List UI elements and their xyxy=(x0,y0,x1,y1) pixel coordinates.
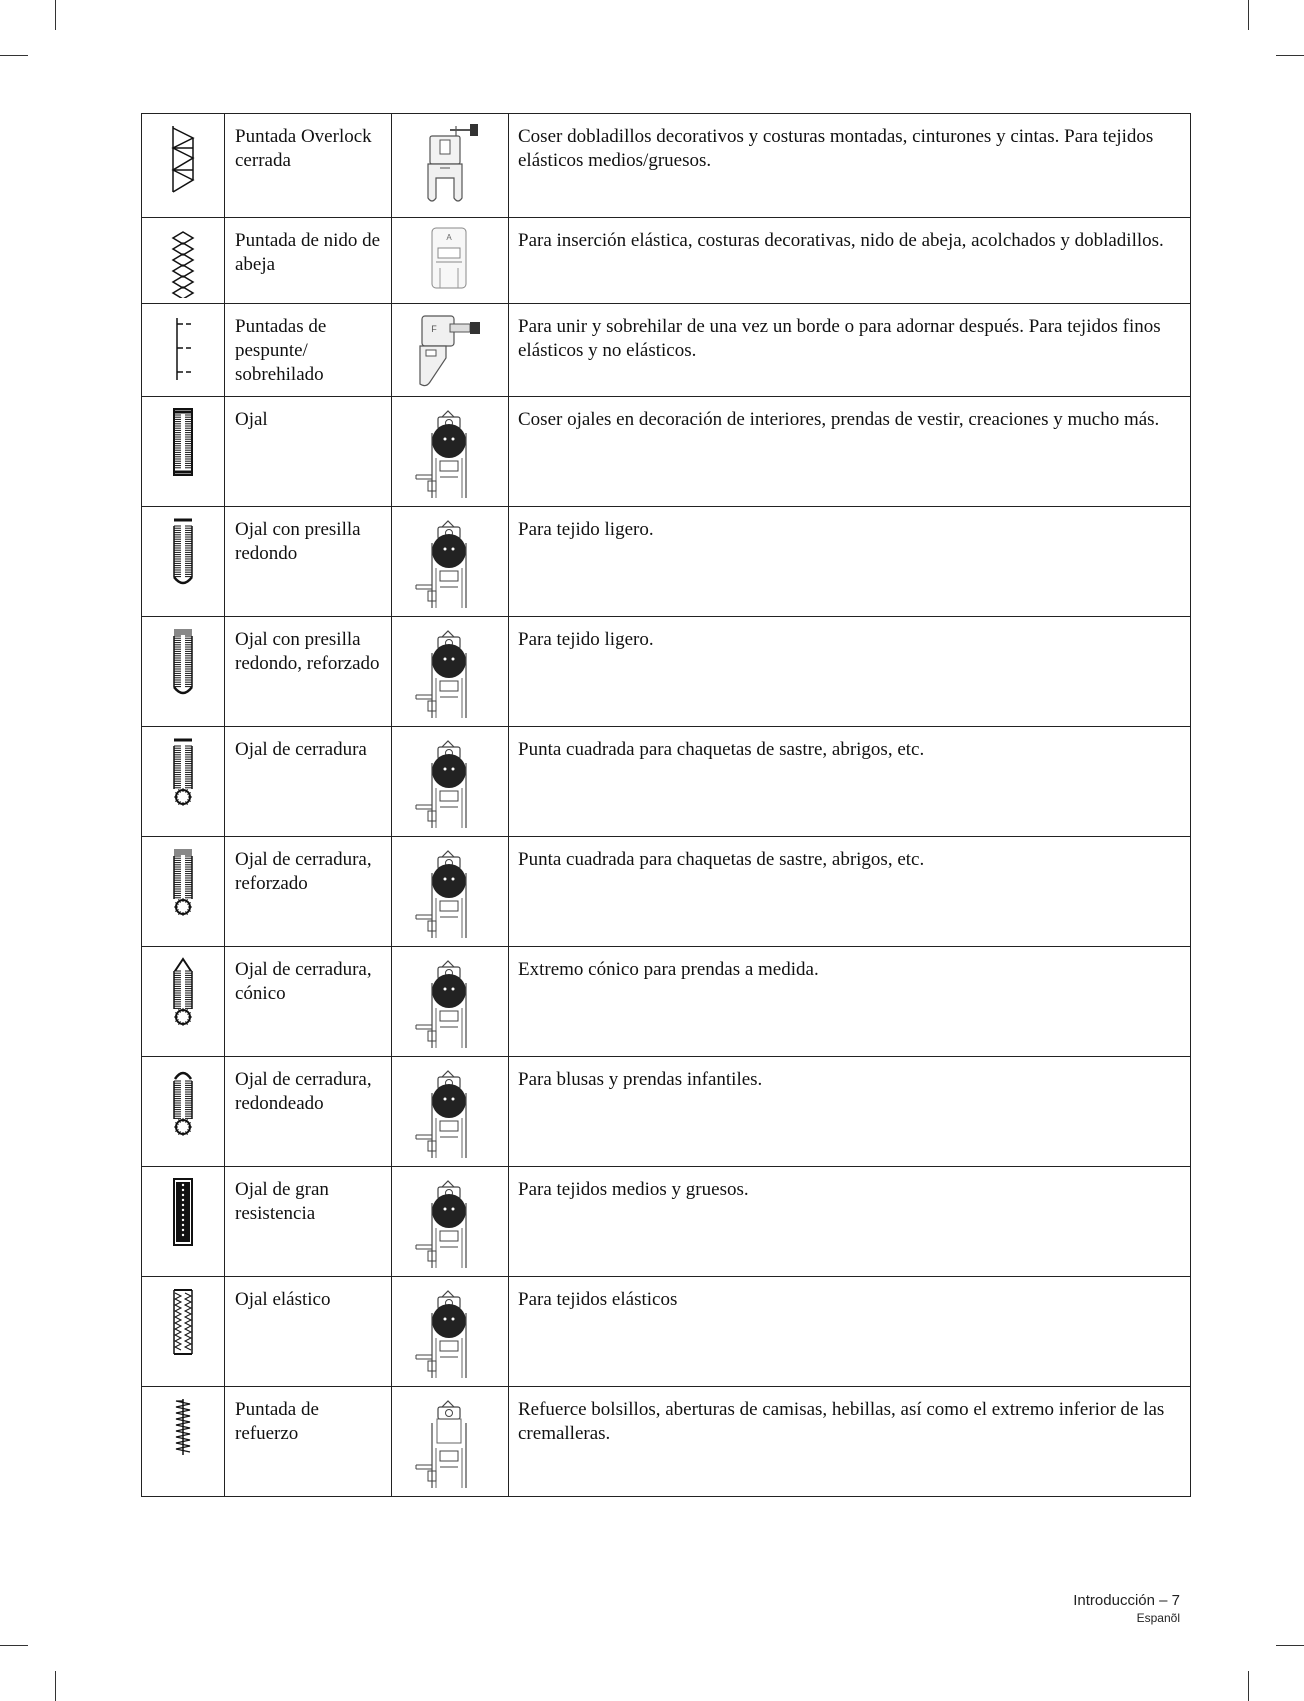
stitch-description: Para tejidos elásticos xyxy=(509,1277,1191,1387)
presser-foot-cell xyxy=(392,114,509,218)
foot-j-icon xyxy=(410,118,490,208)
stitch-description: Para blusas y prendas infantiles. xyxy=(509,1057,1191,1167)
stitch-name: Ojal xyxy=(225,397,392,507)
stitch-name: Ojal de cerradura, reforzado xyxy=(225,837,392,947)
stitch-table-body xyxy=(142,114,1191,1497)
buttonhole-keyhole-icon xyxy=(171,737,195,807)
stitch-description: Punta cuadrada para chaquetas de sastre, abrigos, etc. xyxy=(509,727,1191,837)
stitch-row xyxy=(142,114,1191,218)
buttonhole-keyhole-tapered-icon xyxy=(171,957,195,1027)
buttonhole-stretch-icon xyxy=(171,1287,195,1357)
stitch-description: Refuerce bolsillos, aberturas de camisas, hebillas, así como el extremo inferior de las cremalleras. xyxy=(509,1387,1191,1497)
foot-buttonhole-icon xyxy=(414,843,474,943)
stitch-symbol-cell xyxy=(142,507,225,617)
stitch-name: Ojal de gran resistencia xyxy=(225,1167,392,1277)
stitch-row xyxy=(142,947,1191,1057)
stitch-name: Puntadas de pespunte/ sobrehilado xyxy=(225,304,392,397)
crop-mark xyxy=(55,1671,56,1701)
svg-text:F: F xyxy=(431,324,437,334)
stitch-name: Ojal de cerradura, cónico xyxy=(225,947,392,1057)
stitch-name: Puntada de refuerzo xyxy=(225,1387,392,1497)
foot-buttonhole-icon xyxy=(414,403,474,503)
stitch-name: Ojal elástico xyxy=(225,1277,392,1387)
foot-f-icon xyxy=(406,308,486,392)
buttonhole-round-reinforced-icon xyxy=(171,627,195,697)
presser-foot-cell xyxy=(392,1057,509,1167)
stitch-symbol-cell xyxy=(142,304,225,397)
buttonhole-standard-icon xyxy=(171,407,195,477)
presser-foot-cell xyxy=(392,837,509,947)
presser-foot-cell xyxy=(392,947,509,1057)
presser-foot-cell xyxy=(392,218,509,304)
stitch-name: Ojal de cerradura, redondeado xyxy=(225,1057,392,1167)
stitch-row xyxy=(142,218,1191,304)
honeycomb-icon xyxy=(171,228,195,298)
stitch-row xyxy=(142,1057,1191,1167)
page-number-label: Introducción – 7 xyxy=(1073,1592,1180,1609)
stitch-symbol-cell xyxy=(142,218,225,304)
buttonhole-round-icon xyxy=(171,517,195,587)
foot-buttonhole-icon xyxy=(414,1283,474,1383)
stitch-row xyxy=(142,1387,1191,1497)
stitch-symbol-cell xyxy=(142,617,225,727)
foot-a-icon xyxy=(418,222,480,294)
stitch-table xyxy=(141,113,1191,1497)
presser-foot-cell xyxy=(392,1167,509,1277)
presser-foot-cell xyxy=(392,397,509,507)
stitch-row xyxy=(142,1167,1191,1277)
stitch-description: Para inserción elástica, costuras decorativas, nido de abeja, acolchados y dobladillos. xyxy=(509,218,1191,304)
foot-buttonhole-icon xyxy=(414,1063,474,1163)
crop-mark xyxy=(1276,55,1304,56)
buttonhole-keyhole-rounded-icon xyxy=(171,1067,195,1137)
overcast-icon xyxy=(173,314,193,384)
crop-mark xyxy=(1248,1671,1249,1701)
presser-foot-cell xyxy=(392,1277,509,1387)
stitch-name: Ojal de cerradura xyxy=(225,727,392,837)
stitch-row xyxy=(142,507,1191,617)
presser-foot-cell xyxy=(392,304,509,397)
language-label: Espanõl xyxy=(1136,1611,1180,1625)
presser-foot-cell xyxy=(392,617,509,727)
stitch-row xyxy=(142,304,1191,397)
stitch-symbol-cell xyxy=(142,837,225,947)
stitch-description: Para unir y sobrehilar de una vez un borde o para adornar después. Para tejidos finos elásticos y no elásticos. xyxy=(509,304,1191,397)
foot-buttonhole-icon xyxy=(414,953,474,1053)
bartack-icon xyxy=(173,1397,193,1457)
presser-foot-cell xyxy=(392,1387,509,1497)
stitch-description: Coser dobladillos decorativos y costuras montadas, cinturones y cintas. Para tejidos elásticos medios/gruesos. xyxy=(509,114,1191,218)
stitch-row xyxy=(142,837,1191,947)
crop-mark xyxy=(55,0,56,30)
stitch-name: Puntada Overlock cerrada xyxy=(225,114,392,218)
stitch-description: Para tejidos medios y gruesos. xyxy=(509,1167,1191,1277)
foot-buttonhole-icon xyxy=(414,623,474,723)
crop-mark xyxy=(1248,0,1249,30)
foot-buttonhole-icon xyxy=(414,1173,474,1273)
overlock-closed-icon xyxy=(171,124,195,194)
stitch-description: Extremo cónico para prendas a medida. xyxy=(509,947,1191,1057)
crop-mark xyxy=(0,55,28,56)
stitch-row xyxy=(142,617,1191,727)
svg-text:A: A xyxy=(446,233,452,242)
presser-foot-cell xyxy=(392,727,509,837)
crop-mark xyxy=(1276,1645,1304,1646)
stitch-symbol-cell xyxy=(142,397,225,507)
stitch-name: Ojal con presilla redondo xyxy=(225,507,392,617)
stitch-description: Punta cuadrada para chaquetas de sastre, abrigos, etc. xyxy=(509,837,1191,947)
stitch-symbol-cell xyxy=(142,1277,225,1387)
stitch-symbol-cell xyxy=(142,1387,225,1497)
stitch-row xyxy=(142,1277,1191,1387)
buttonhole-keyhole-reinforced-icon xyxy=(171,847,195,917)
stitch-symbol-cell xyxy=(142,947,225,1057)
foot-buttonhole-icon xyxy=(414,733,474,833)
stitch-name: Puntada de nido de abeja xyxy=(225,218,392,304)
foot-buttonhole-plain-icon xyxy=(414,1393,474,1493)
stitch-symbol-cell xyxy=(142,1057,225,1167)
stitch-description: Para tejido ligero. xyxy=(509,507,1191,617)
stitch-symbol-cell xyxy=(142,727,225,837)
buttonhole-heavy-duty-icon xyxy=(171,1177,195,1247)
stitch-description: Para tejido ligero. xyxy=(509,617,1191,727)
page-footer xyxy=(1073,1592,1180,1626)
foot-buttonhole-icon xyxy=(414,513,474,613)
stitch-row xyxy=(142,727,1191,837)
stitch-symbol-cell xyxy=(142,1167,225,1277)
crop-mark xyxy=(0,1645,28,1646)
stitch-name: Ojal con presilla redondo, reforzado xyxy=(225,617,392,727)
stitch-description: Coser ojales en decoración de interiores, prendas de vestir, creaciones y mucho más. xyxy=(509,397,1191,507)
presser-foot-cell xyxy=(392,507,509,617)
stitch-symbol-cell xyxy=(142,114,225,218)
stitch-row xyxy=(142,397,1191,507)
